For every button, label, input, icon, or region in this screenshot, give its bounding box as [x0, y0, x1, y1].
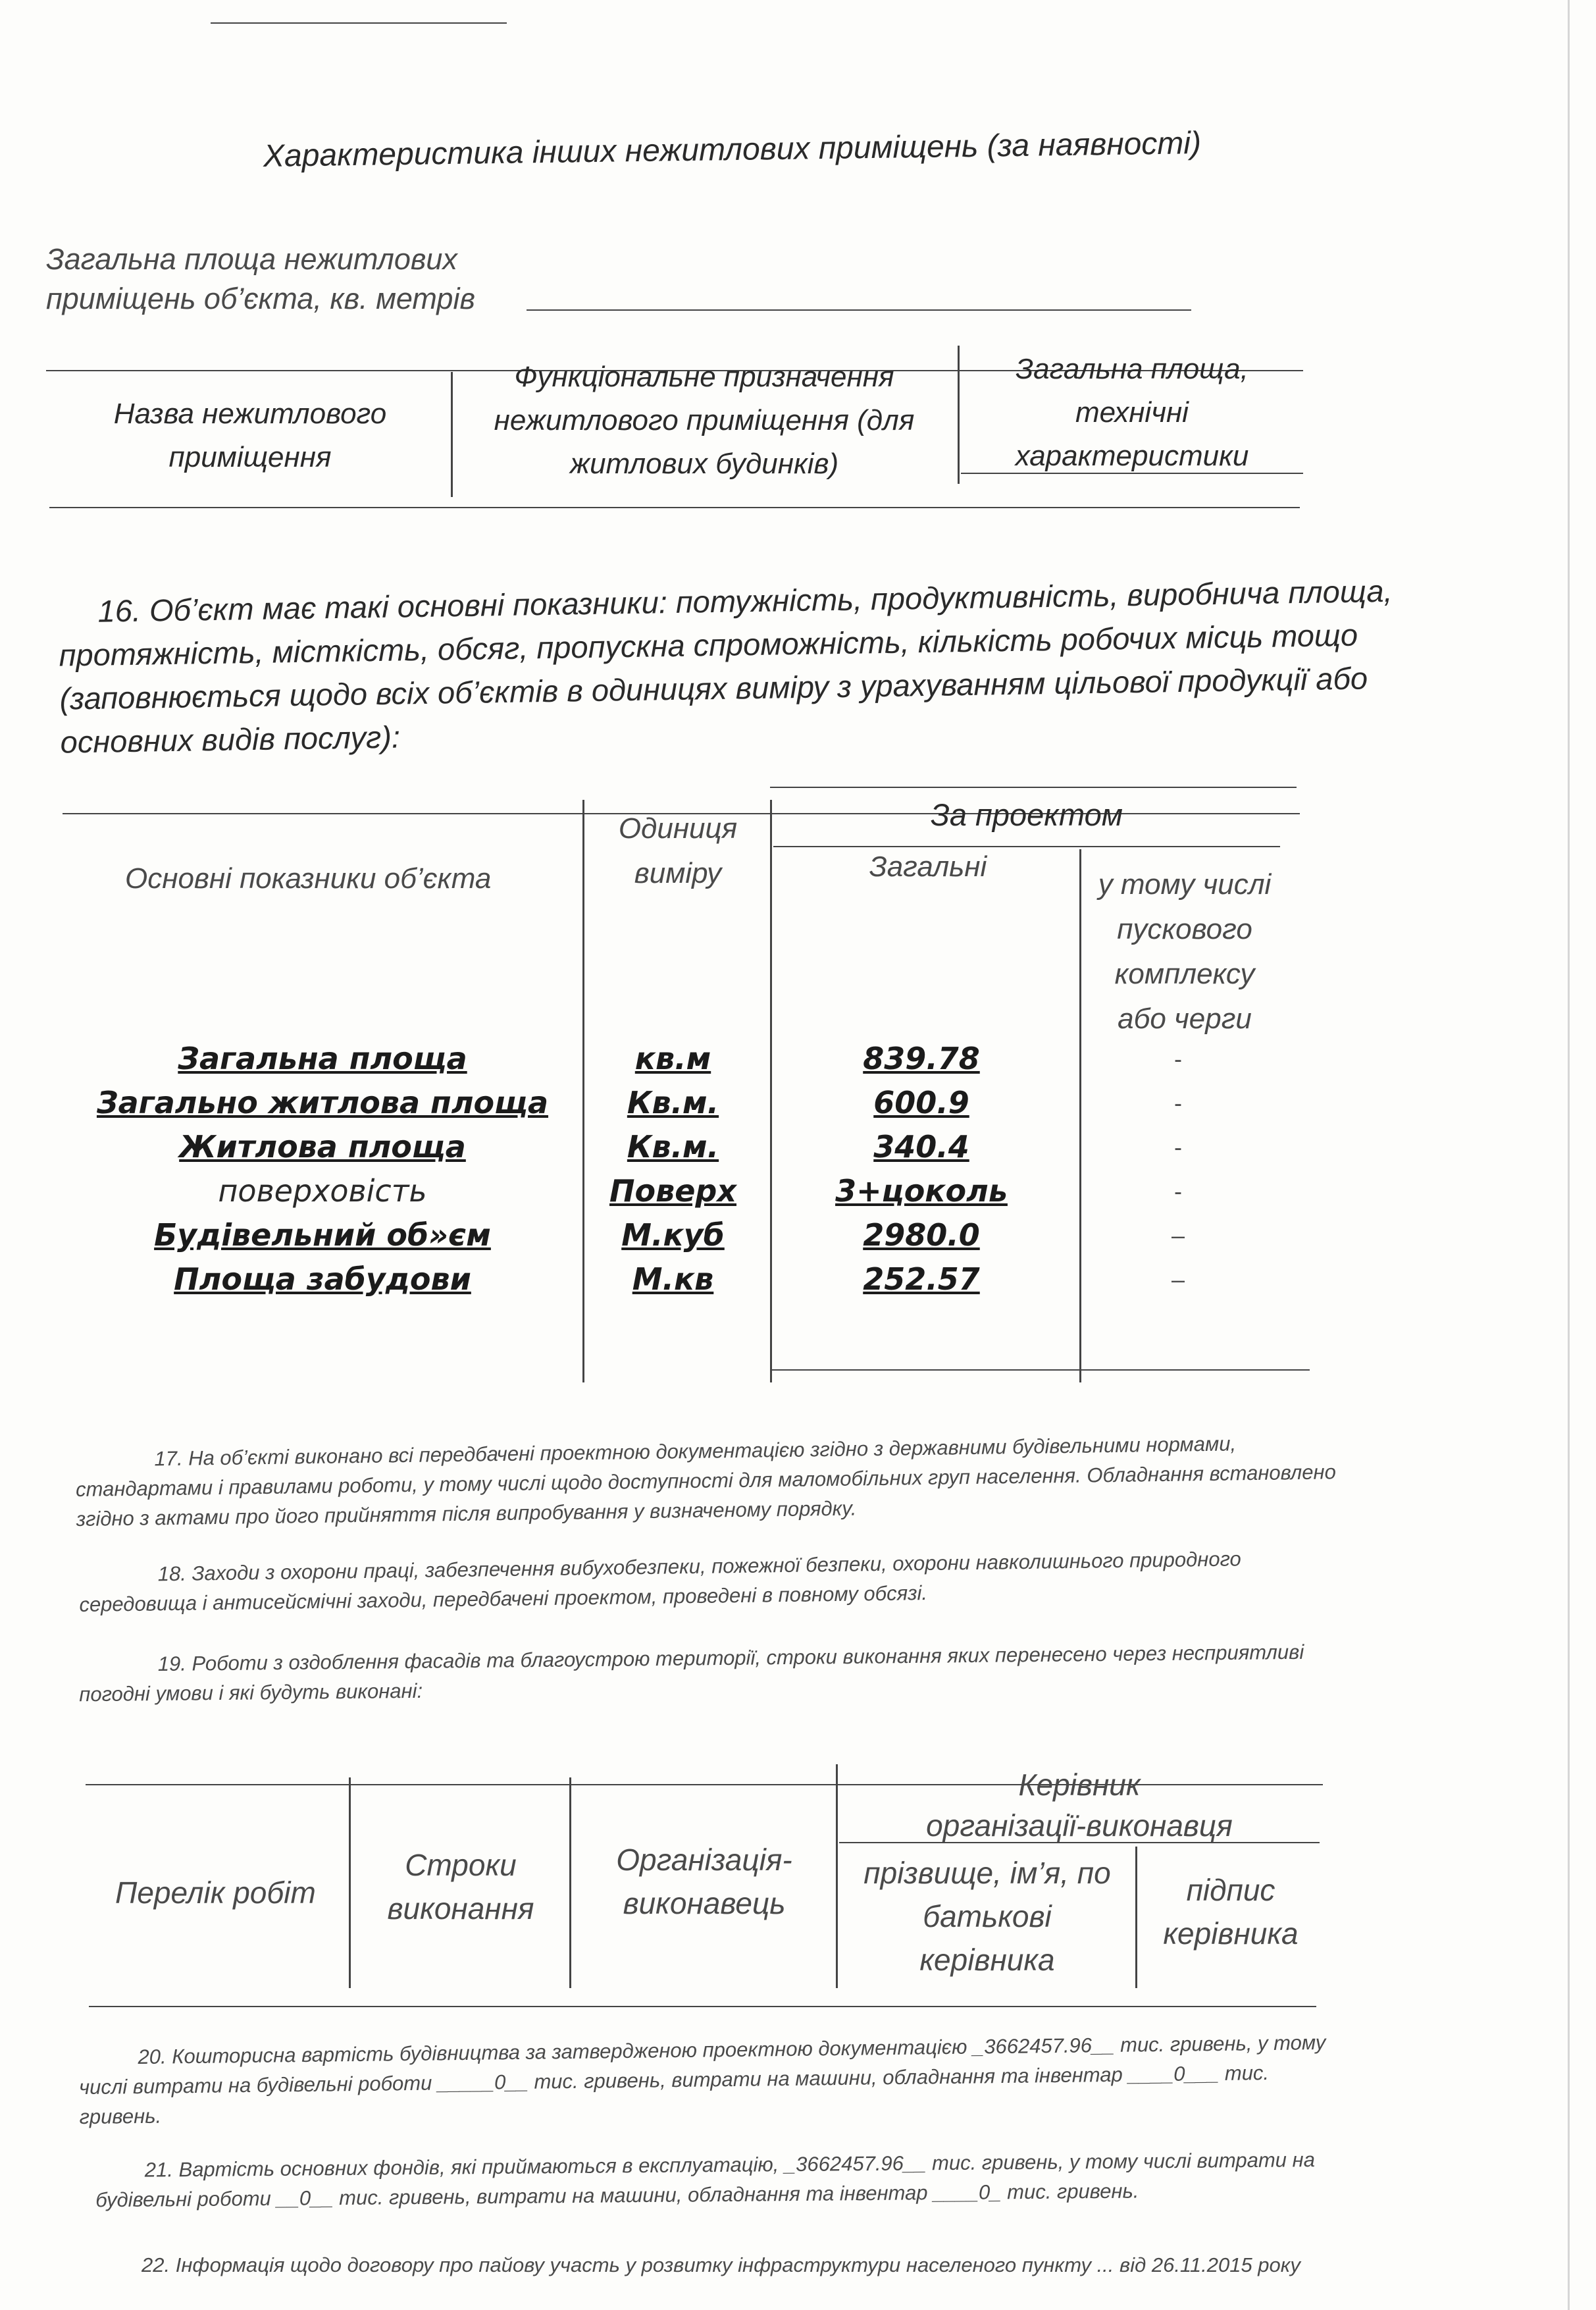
- works-col-org: Організація- виконавець: [616, 1843, 792, 1920]
- row-name: Площа забудови: [174, 1261, 471, 1297]
- row-unit: Кв.м.: [627, 1085, 719, 1120]
- works-col-name: прізвище, ім’я, по батькові керівника: [863, 1856, 1111, 1977]
- works-divider-2: [569, 1777, 571, 1988]
- nonres-divider-1: [451, 372, 453, 497]
- page-edge: [1568, 0, 1570, 2310]
- row-total: 2980.0: [863, 1217, 980, 1253]
- item18-text: 18. Заходи з охорони праці, забезпечення вибухобезпеки, пожежної безпеки, охорони навколишнього природного середовища і антисейсмічні заходи, передбачені проектом, проведені в повному обсязі.: [79, 1547, 1241, 1617]
- ind-header-total: Загальні: [869, 851, 987, 883]
- row-launch: –: [1171, 1266, 1185, 1293]
- row-total: 3+цоколь: [835, 1173, 1008, 1209]
- ind-rows: [66, 1037, 1303, 1301]
- row-unit: Поверх: [609, 1173, 736, 1209]
- nonres-header-area: Загальна площа, технічні характеристики: [1015, 353, 1249, 472]
- nonres-divider-2: [958, 346, 960, 484]
- row-unit: Кв.м.: [627, 1129, 719, 1165]
- works-col-head: Керівник організації-виконавця: [926, 1768, 1233, 1843]
- ind-header-indicators: Основні показники об’єкта: [125, 862, 492, 895]
- item20-text: 20. Кошторисна вартість будівництва за затвердженою проектною документацією _3662457.96__ тис. гривень, у тому числі витрати на будівельні роботи _____0__ тис. гривень, витрати на машини, обладнання та інвентар ____0___ тис. гривень.: [78, 2030, 1326, 2129]
- table-row: [66, 1213, 1303, 1257]
- table-row: [66, 1125, 1303, 1169]
- row-total: 839.78: [863, 1041, 980, 1076]
- row-name: поверховість: [218, 1173, 427, 1209]
- works-divider-3: [836, 1764, 838, 1988]
- row-name: Житлова площа: [179, 1129, 466, 1165]
- works-col-terms: Строки виконання: [387, 1848, 534, 1926]
- item16-text: 16. Об’єкт має такі основні показники: потужність, продуктивність, виробнича площа, протяжність, місткість, обсяг, пропускна спроможність, кількість робочих місць тощо (заповнюється щодо всіх об’єктів в одиницях виміру з урахуванням цільової продукції або основних видів послуг):: [59, 573, 1393, 760]
- row-unit: кв.м: [634, 1041, 711, 1076]
- area-label-line2: приміщень об’єкта, кв. метрів: [46, 282, 475, 315]
- works-table-bottom: [89, 2006, 1316, 2007]
- nonres-header-name: Назва нежитлового приміщення: [113, 398, 387, 473]
- row-unit: М.куб: [621, 1217, 725, 1253]
- item21-text: 21. Вартість основних фондів, які приймаються в експлуатацію, _3662457.96__ тис. гривень, у тому числі витрати на будівельні роботи __0__ тис. гривень, витрати на машини, обладнання та інвентар ____0_ тис. гривень.: [95, 2148, 1316, 2212]
- works-divider-4: [1135, 1847, 1137, 1988]
- table-row: [66, 1169, 1303, 1213]
- table-row: [66, 1081, 1303, 1125]
- item19-text: 19. Роботи з оздоблення фасадів та благоустрою території, строки виконання яких перенесено через несприятливі погодні умови і які будуть виконані:: [79, 1640, 1304, 1706]
- ind-header-unit: Одиниця виміру: [618, 812, 738, 889]
- top-rule: [211, 22, 507, 24]
- row-name: Будівельний об»єм: [154, 1217, 491, 1253]
- ind-table-top-right: [770, 787, 1297, 788]
- row-launch: -: [1174, 1045, 1182, 1072]
- ind-project-rule: [773, 846, 1280, 847]
- ind-header-project: За проектом: [930, 797, 1123, 832]
- ind-table-bottom: [770, 1369, 1310, 1371]
- row-launch: -: [1174, 1178, 1182, 1205]
- item22-text: 22. Інформація щодо договору про пайову участь у розвитку інфраструктури населеного пункту ... від 26.11.2015 року: [142, 2253, 1300, 2276]
- item17-text: 17. На об’єкті виконано всі передбачені проектною документацією згідно з державними будівельними нормами, стандартами і правилами роботи, у тому числі щодо доступності для маломобільних груп населення. Обладнання встановлено згідно з актами про його прийняття після випробування у визначеному порядку.: [75, 1432, 1337, 1531]
- row-launch: –: [1171, 1222, 1185, 1249]
- row-total: 252.57: [863, 1261, 980, 1297]
- table-row: [66, 1037, 1303, 1081]
- row-name: Загально житлова площа: [96, 1085, 549, 1120]
- section-title: Характеристика інших нежитлових приміщень (за наявності): [263, 126, 1202, 174]
- row-launch: -: [1174, 1134, 1182, 1161]
- nonres-table-bottom: [49, 507, 1300, 508]
- area-label-line1: Загальна площа нежитлових: [46, 242, 457, 276]
- works-col-sign: підпис керівника: [1163, 1873, 1299, 1951]
- row-unit: М.кв: [632, 1261, 714, 1297]
- row-total: 600.9: [873, 1085, 969, 1120]
- works-col-works: Перелік робіт: [115, 1876, 316, 1910]
- area-value-line: [527, 309, 1191, 311]
- works-divider-1: [349, 1777, 351, 1988]
- row-name: Загальна площа: [178, 1041, 467, 1076]
- row-total: 340.4: [873, 1129, 969, 1165]
- nonres-header-function: Функціональне призначення нежитлового приміщення (для житлових будинків): [494, 361, 915, 480]
- table-row: [66, 1257, 1303, 1301]
- ind-header-launch: у тому числі пускового комплексу або черги: [1098, 868, 1272, 1035]
- row-launch: -: [1174, 1089, 1182, 1116]
